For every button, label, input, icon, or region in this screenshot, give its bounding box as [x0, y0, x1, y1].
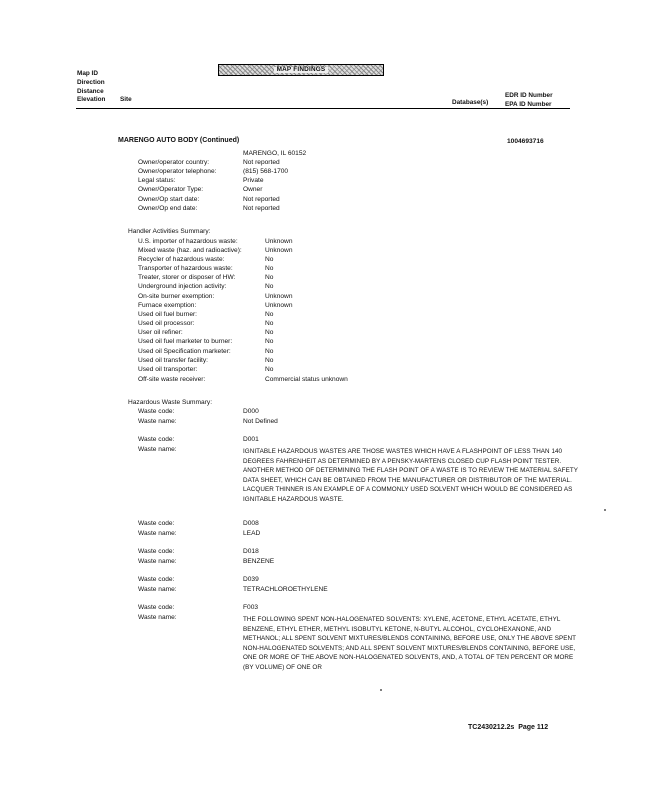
site-title: MARENGO AUTO BODY (Continued)	[118, 137, 240, 144]
handler-value: No	[265, 274, 274, 281]
map-findings-banner	[218, 64, 384, 76]
handler-label: On-site burner exemption:	[138, 293, 215, 300]
waste-name-label: Waste name:	[138, 446, 177, 453]
header-divider	[76, 108, 570, 109]
waste-code-value: D018	[243, 548, 259, 555]
handler-value: Unknown	[265, 247, 293, 254]
waste-code-label: Waste code:	[138, 548, 175, 555]
header-left-labels	[77, 70, 105, 105]
handler-value: No	[265, 357, 274, 364]
handler-label: Furnace exemption:	[138, 302, 197, 309]
owner-start-date-value: Not reported	[243, 196, 280, 203]
scan-speck	[380, 689, 382, 691]
owner-telephone-value: (815) 568-1700	[243, 168, 289, 175]
handler-label: Mixed waste (haz. and radioactive):	[138, 247, 242, 254]
legal-status-label: Legal status:	[138, 177, 176, 184]
waste-name-value: Not Defined	[243, 418, 278, 425]
handler-value: No	[265, 256, 274, 263]
handler-label: Underground injection activity:	[138, 283, 227, 290]
waste-code-label: Waste code:	[138, 576, 175, 583]
waste-code-value: D000	[243, 408, 259, 415]
waste-code-label: Waste code:	[138, 408, 175, 415]
waste-name-value: BENZENE	[243, 558, 275, 565]
handler-label: Used oil transporter:	[138, 366, 198, 373]
footer-doc-id: TC2430212.2s	[468, 724, 515, 731]
handler-label: User oil refiner:	[138, 329, 183, 336]
handler-label: Used oil fuel burner:	[138, 311, 198, 318]
handler-value: No	[265, 329, 274, 336]
handler-value: No	[265, 311, 274, 318]
handler-value: No	[265, 348, 274, 355]
owner-start-date-label: Owner/Op start date:	[138, 196, 200, 203]
handler-summary-title: Handler Activities Summary:	[128, 228, 211, 235]
waste-code-value: D001	[243, 436, 259, 443]
waste-name-label: Waste name:	[138, 418, 177, 425]
waste-name-value: IGNITABLE HAZARDOUS WASTES ARE THOSE WASTES WHICH HAVE A FLASHPOINT OF LESS THAN 140 DEGREES FAHRENHEIT AS DETERMINED BY A PENSKY-MARTENS CLOSED CUP FLASH POINT TESTER. ANOTHER METHOD OF DETERMINING THE FLASH POINT OF A WASTE IS TO REVIEW THE MATERIAL SAFETY DATA SHEET, WHICH CAN BE OBTAINED FROM THE MANUFACTURER OR DISTRIBUTOR OF THE MATERIAL. LACQUER THINNER IS AN EXAMPLE OF A COMMONLY USED SOLVENT WHICH WOULD BE CONSIDERED AS IGNITABLE HAZARDOUS WASTE.	[243, 448, 578, 503]
waste-code-label: Waste code:	[138, 520, 175, 527]
waste-name-label: Waste name:	[138, 586, 177, 593]
handler-label: Used oil processor:	[138, 320, 195, 327]
header-id-labels	[505, 92, 553, 110]
waste-code-label: Waste code:	[138, 436, 175, 443]
handler-value: No	[265, 283, 274, 290]
handler-value: Commercial status unknown	[265, 376, 348, 383]
owner-type-value: Owner	[243, 186, 263, 193]
distance-label: Distance	[77, 87, 104, 95]
waste-name-label: Waste name:	[138, 558, 177, 565]
waste-code-value: D039	[243, 576, 259, 583]
direction-label: Direction	[77, 78, 105, 86]
owner-end-date-value: Not reported	[243, 205, 280, 212]
map-id-label: Map ID	[77, 70, 98, 77]
waste-name-label: Waste name:	[138, 530, 177, 537]
owner-type-label: Owner/Operator Type:	[138, 186, 204, 193]
waste-name-value: LEAD	[243, 530, 261, 537]
handler-label: Off-site waste receiver:	[138, 376, 206, 383]
database-label: Database(s)	[452, 99, 489, 106]
handler-value: Unknown	[265, 238, 293, 245]
banner-title: MAP FINDINGS	[274, 67, 329, 73]
site-edr-id: 1004693716	[507, 138, 544, 145]
handler-value: No	[265, 265, 274, 272]
handler-label: Recycler of hazardous waste:	[138, 256, 225, 263]
handler-label: Used oil transfer facility:	[138, 357, 208, 364]
owner-city-value: MARENGO, IL 60152	[243, 150, 307, 157]
owner-end-date-label: Owner/Op end date:	[138, 205, 198, 212]
handler-label: U.S. importer of hazardous waste:	[138, 238, 238, 245]
waste-code-value: F003	[243, 604, 259, 611]
owner-country-label: Owner/operator country:	[138, 159, 210, 166]
waste-name-value: THE FOLLOWING SPENT NON-HALOGENATED SOLVENTS: XYLENE, ACETONE, ETHYL ACETATE, ETHYL BENZENE, ETHYL ETHER, METHYL ISOBUTYL KETONE, N-BUTYL ALCOHOL, CYCLOHEXANONE, AND METHANOL; ALL SPENT SOLVENT MIXTURES/BLENDS CONTAINING, BEFORE USE, ONLY THE ABOVE SPENT NON-HALOGENATED SOLVENTS; AND ALL SPENT SOLVENT MIXTURES/BLENDS CONTAINING, BEFORE USE, ONE OR MORE OF THE ABOVE NON-HALOGENATED SOLVENTS, AND, A TOTAL OF TEN PERCENT OR MORE (BY VOLUME) OF ONE OR	[243, 616, 576, 671]
epa-id-label: EPA ID Number	[505, 100, 552, 108]
elevation-label: Elevation	[77, 96, 106, 104]
waste-summary-title: Hazardous Waste Summary:	[128, 399, 213, 406]
handler-label: Used oil Specification marketer:	[138, 348, 231, 355]
scan-speck	[604, 509, 606, 511]
handler-label: Used oil fuel marketer to burner:	[138, 338, 233, 345]
handler-value: No	[265, 338, 274, 345]
edr-id-label: EDR ID Number	[505, 92, 553, 99]
handler-value: No	[265, 320, 274, 327]
waste-code-value: D008	[243, 520, 259, 527]
owner-country-value: Not reported	[243, 159, 280, 166]
owner-telephone-label: Owner/operator telephone:	[138, 168, 217, 175]
handler-value: Unknown	[265, 302, 293, 309]
site-label: Site	[120, 96, 132, 103]
waste-name-label: Waste name:	[138, 614, 177, 621]
legal-status-value: Private	[243, 177, 264, 184]
waste-name-value: TETRACHLOROETHYLENE	[243, 586, 328, 593]
handler-label: Transporter of hazardous waste:	[138, 265, 233, 272]
waste-code-label: Waste code:	[138, 604, 175, 611]
footer-page-number: Page 112	[518, 724, 549, 731]
page-footer	[468, 724, 548, 731]
handler-value: Unknown	[265, 293, 293, 300]
handler-label: Treater, storer or disposer of HW:	[138, 274, 236, 281]
handler-value: No	[265, 366, 274, 373]
